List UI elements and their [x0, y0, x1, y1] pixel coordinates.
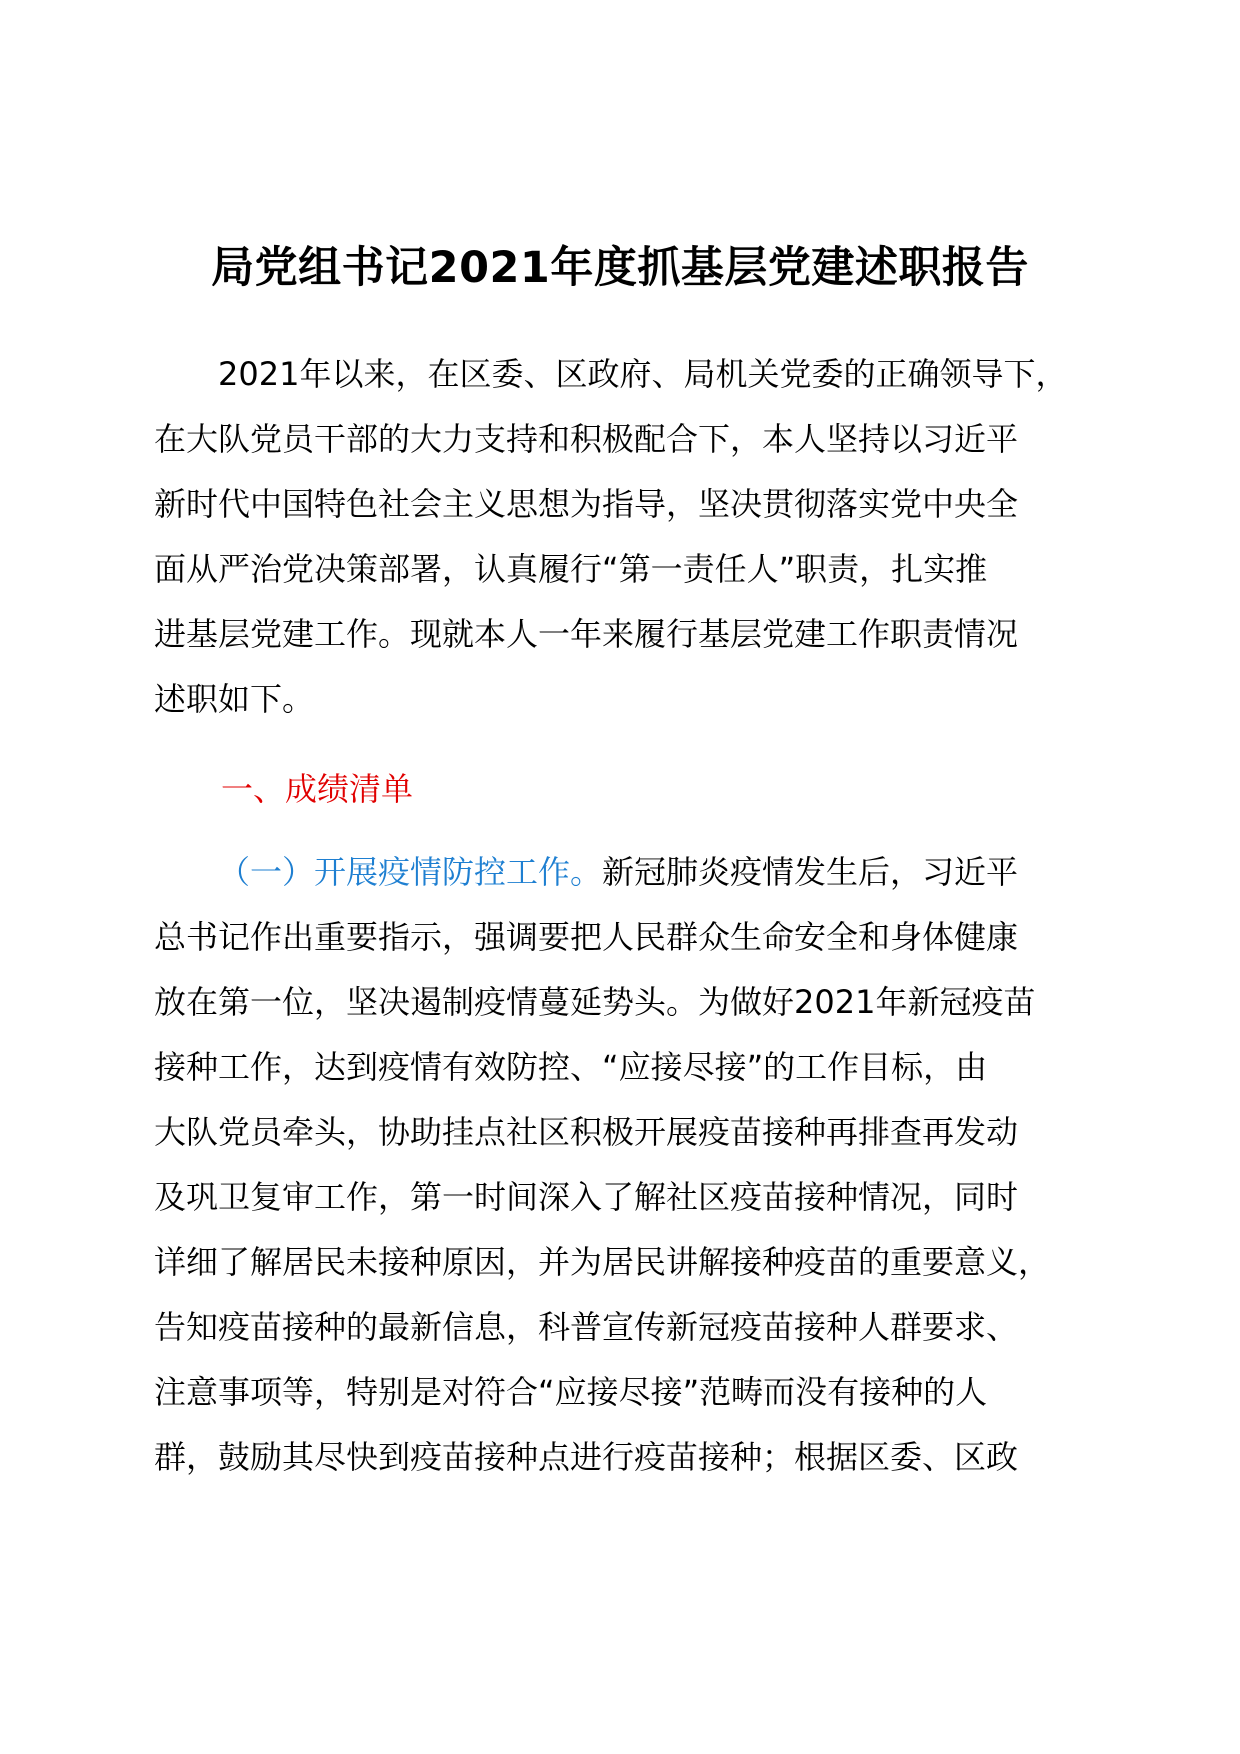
- epidemic-paragraph: [154, 840, 1124, 1490]
- epidemic-line-2: 总书记作出重要指示，强调要把人民群众生命安全和身体健康: [154, 918, 1019, 956]
- epidemic-line-8: 告知疫苗接种的最新信息，科普宣传新冠疫苗接种人群要求、: [154, 1308, 1019, 1346]
- intro-line-2: 在大队党员干部的大力支持和积极配合下，本人坚持以习近平: [154, 420, 1019, 458]
- epidemic-line-1-text: 新冠肺炎疫情发生后，习近平: [602, 853, 1019, 891]
- intro-line-3: 新时代中国特色社会主义思想为指导，坚决贯彻落实党中央全: [154, 485, 1019, 523]
- section-heading-achievements: 一、成绩清单: [221, 770, 414, 808]
- subsection-heading-epidemic: （一）开展疫情防控工作。: [218, 853, 603, 891]
- intro-line-4: 面从严治党决策部署，认真履行“第一责任人”职责，扎实推: [154, 550, 988, 588]
- intro-paragraph: [154, 342, 1124, 732]
- intro-line-5: 进基层党建工作。现就本人一年来履行基层党建工作职责情况: [154, 615, 1019, 653]
- epidemic-line-6: 及巩卫复审工作，第一时间深入了解社区疫苗接种情况，同时: [154, 1178, 1019, 1216]
- epidemic-line-4: 接种工作，达到疫情有效防控、“应接尽接”的工作目标，由: [154, 1048, 988, 1086]
- epidemic-line-7: 详细了解居民未接种原因，并为居民讲解接种疫苗的重要意义，: [154, 1243, 1051, 1281]
- epidemic-line-10: 群，鼓励其尽快到疫苗接种点进行疫苗接种；根据区委、区政: [154, 1438, 1019, 1476]
- epidemic-line-3: 放在第一位，坚决遏制疫情蔓延势头。为做好2021年新冠疫苗: [154, 983, 1036, 1021]
- intro-line-6: 述职如下。: [154, 680, 315, 718]
- epidemic-line-9: 注意事项等，特别是对符合“应接尽接”范畴而没有接种的人: [154, 1373, 988, 1411]
- intro-line-1: 2021年以来，在区委、区政府、局机关党委的正确领导下，: [218, 355, 1068, 393]
- epidemic-line-5: 大队党员牵头，协助挂点社区积极开展疫苗接种再排查再发动: [154, 1113, 1019, 1151]
- epidemic-line-1: [154, 840, 1124, 905]
- document-title: 局党组书记2021年度抓基层党建述职报告: [211, 243, 1029, 293]
